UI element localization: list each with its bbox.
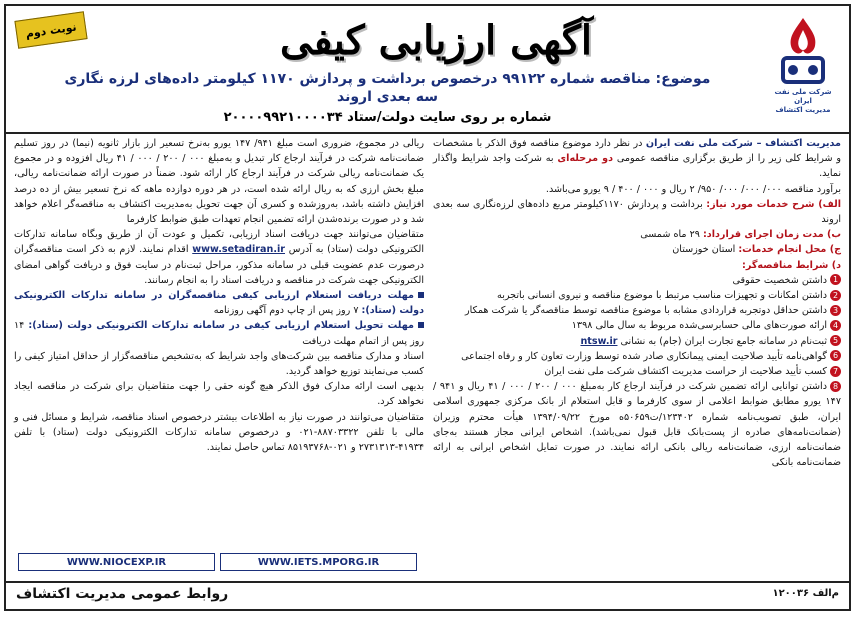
number-2-icon: 2	[830, 290, 841, 301]
condition-1-text: داشتن شخصیت حقوقی	[732, 274, 827, 286]
condition-3	[433, 303, 841, 318]
condition-5	[433, 334, 841, 349]
intro-paragraph	[433, 136, 841, 182]
nioc-logo	[765, 14, 841, 120]
setad-paragraph-text-a: متقاضیان می‌توانند جهت دریافت اسناد ارزیابی، تکمیل و عودت آن از طریق وبگاه سامانه تدارکات الکترونیکی دولت (ستاد) به آدرس	[14, 229, 424, 256]
deadline-2	[14, 318, 424, 348]
left-column	[14, 136, 424, 579]
condition-2-text: داشتن امکانات و تجهیزات مناسب مرتبط با موضوع مناقصه و نیروی انسانی باتجربه	[497, 290, 827, 302]
tender-advertisement	[4, 4, 851, 611]
intro-bold: مدیریت اکتشاف – شرکت ملی نفت ایران	[645, 138, 841, 149]
ad-code: م‌الف ۱۲۰۰۳۶	[772, 588, 839, 599]
intro-text2: به شرکت واجد شرایط واگذار نماید.	[433, 153, 841, 180]
iets-url[interactable]: WWW.IETS.MPORG.IR	[220, 553, 417, 571]
condition-7-text: کسب تأیید صلاحیت از حراست مدیریت اکتشاف شرکت ملی نفت ایران	[544, 366, 827, 378]
number-4-icon: 4	[830, 320, 841, 331]
guarantee-paragraph: ریالی در مجموع، ضروری است مبلغ ۹۴۱/ ۱۴۷ یورو به‌نرخ تسعیر ارز بازار ثانویه (نیما) در روز تسلیم ضمانت‌نامه شرکت در فرآیند ارجاع کار تبدیل و به‌مبلغ ۰۰۰ / ۲۰۰ / ۰۰۰ / ۴۱ ریال افزوده و در مجموع یک ضمانت‌نامه ریالی شرکت در فرآیند ارجاع کار ارائه شود. ضمناً در صورت ارائه ضمانت‌نامه ریالی، مبلغ بخش ارزی که به ریال ارائه شده است، در هر دوره دوازده ماهه که نرخ تسعیر بیش از ده درصد افزایش داشته باشد، به‌روزشده و کسری آن جهت تحویل به‌مدیریت اکتشاف به مناقصه‌گر اعلام خواهد شد و در صورت برنده‌شدن ارائه تضمین انجام تعهدات طبق ضوابط کارفرما	[14, 138, 424, 226]
bullet-square-icon	[418, 322, 424, 328]
deadline-2-label: مهلت تحویل استعلام ارزیابی کیفی در سامانه تدارکات الکترونیکی دولت (ستاد):	[28, 320, 414, 332]
item-b	[433, 227, 841, 242]
number-6-icon: 6	[830, 350, 841, 361]
number-8-icon: 8	[830, 381, 841, 392]
item-a-text: برداشت و پردازش ۱۱۷۰کیلومتر مربع داده‌های لرزه‌نگاری سه بعدی اروند	[433, 198, 841, 226]
no-right-paragraph: بدیهی است ارائه مدارک فوق الذکر هیچ گونه حقی را جهت متقاضیان برای شرکت در مناقصه ایجاد نخواهد کرد.	[14, 381, 424, 408]
public-relations-signature: روابط عمومی مدیریت اکتشاف	[16, 586, 229, 602]
item-c-text: استان خوزستان	[672, 244, 739, 256]
deadline-1	[14, 288, 424, 318]
footer	[6, 581, 849, 609]
deadline-1-text: ۷ روز پس از چاپ دوم آگهی روزنامه	[213, 305, 362, 317]
setad-paragraph-text-b: اقدام نمایند. لازم به ذکر است مناقصه‌گران درصورت عدم عضویت قبلی در سامانه مذکور، مراحل ثبت‌نام در سایت فوق و دریافت گواهی امضای الکترونیکی جهت شرکت در مناقصه و دریافت اسناد را به انجام رسانند.	[14, 244, 424, 286]
bullet-square-icon	[418, 292, 424, 298]
item-c	[433, 242, 841, 257]
distribution-paragraph: اسناد و مدارک مناقصه بین شرکت‌های واجد شرایط که به‌تشخیص مناقصه‌گزار از حداقل امتیاز کیفی را کسب می‌نمایند توزیع خواهد گردید.	[14, 350, 424, 378]
subject-line1: موضوع: مناقصه شماره ۹۹۱۲۲ درخصوص برداشت و پردازش ۱۱۷۰ کیلومتر داده‌های لرزه نگاری	[64, 71, 711, 87]
subject	[26, 70, 749, 106]
logo-text-line1: شرکت ملی نفت ایران	[774, 88, 832, 105]
setad-paragraph	[14, 227, 424, 288]
item-d	[433, 258, 841, 273]
deadline-2-text: ۱۴ روز پس از اتمام مهلت دریافت	[14, 320, 424, 347]
condition-6-text: گواهی‌نامه تأیید صلاحیت ایمنی پیمانکاری صادر شده توسط وزارت تعاون کار و رفاه اجتماعی	[461, 350, 827, 362]
condition-5-text: ثبت‌نام در سامانه جامع تجارت ایران (جام) به نشانی	[617, 335, 827, 347]
condition-4-text: ارائه صورت‌های مالی حسابرسی‌شده مربوط به سال مالی ۱۳۹۸	[571, 320, 827, 332]
setad-number: شماره بر روی سایت دولت/ستاد ۲۰۰۰۰۹۹۲۱۰۰۰۰۳۴	[223, 110, 552, 125]
item-d-label: د) شرایط مناقصه‌گر:	[742, 259, 841, 271]
condition-1	[433, 273, 841, 288]
subject-line2: سه بعدی اروند	[337, 89, 438, 105]
condition-8-text: داشتن توانایی ارائه تضمین شرکت در فرآیند ارجاع کار به‌مبلغ ۰۰۰ / ۲۰۰ / ۰۰۰ / ۴۱ ریال و ۹۴۱ / ۱۴۷ یورو مطابق ضوابط اعلامی از سوی کارفرما و قابل استعلام از بانک مرکزی جمهوری اسلامی ایران، طبق تصویب‌نامه شماره ۱۲۳۴۰۲/ت۵۰۶۵۹ه مورخ ۱۳۹۴/۰۹/۲۲ هیأت محترم وزیران (ضمانت‌نامه‌های صادره از پست‌بانک قابل قبول نمی‌باشد). اشخاص ایرانی مجاز هستند به‌جای ضمانت‌نامه ارزی، ضمانت‌نامه ریالی بانکی ارائه نمایند. در صورت تمایل اشخاص ایرانی به ارائه ضمانت‌نامه بانکی	[433, 381, 841, 469]
item-b-label: ب) مدت زمان اجرای قرارداد:	[702, 229, 841, 241]
contact-paragraph: متقاضیان می‌توانند در صورت نیاز به اطلاعات بیشتر درخصوص اسناد مناقصه، شرایط و مسائل فنی و مالی با تلفن ۸۸۷۰۳۳۲۲-۰۲۱ و درخصوص سامانه تدارکات الکترونیکی دولت (ستاد) با تلفن ۴۱۹۳۴-۲۷۳۱۳۱۳ و ۰۲۱-۸۵۱۹۳۷۶۸ تماس حاصل نمایند.	[14, 411, 424, 454]
condition-7	[433, 364, 841, 379]
intro-text: در نظر دارد موضوع مناقصه فوق الذکر با مشخصات و شرایط کلی زیر را از طریق برگزاری مناقصه عمومی	[433, 138, 841, 165]
number-7-icon: 7	[830, 366, 841, 377]
item-a	[433, 197, 841, 227]
item-c-label: ج) محل انجام خدمات:	[738, 244, 841, 256]
item-b-text: ۲۹ ماه شمسی	[640, 229, 703, 241]
ntsw-link[interactable]: ntsw.ir	[580, 335, 618, 347]
flame-logo-icon	[773, 14, 833, 88]
title-banner	[156, 14, 716, 66]
logo-text-line2: مدیریت اکتشاف	[775, 106, 831, 114]
turn-badge: نوبت دوم	[14, 11, 87, 48]
condition-3-text: داشتن حداقل دوتجربه قراردادی مشابه با موضوع مناقصه توسط مناقصه‌گر یا شرکت همکار	[465, 305, 827, 317]
page-title: آگهی ارزیابی کیفی	[280, 16, 593, 64]
deadline-1-label: مهلت دریافت استعلام ارزیابی کیفی مناقصه‌گران در سامانه تدارکات الکترونیکی دولت (ستاد):	[14, 290, 424, 317]
condition-8	[433, 379, 841, 470]
intro-red: دو مرحله‌ای	[557, 153, 614, 165]
niocexp-url[interactable]: WWW.NIOCEXP.IR	[18, 553, 215, 571]
header	[6, 6, 849, 134]
number-1-icon: 1	[830, 274, 841, 285]
estimate: برآورد مناقصه ۰۰۰/ ۰۰۰/ ۰۰۰/ ۹۵۰/ ۲ ریال و ۰۰۰ / ۴۰۰ / ۹ یورو می‌باشد.	[545, 183, 841, 195]
condition-2	[433, 288, 841, 303]
setadiran-link[interactable]: www.setadiran.ir	[192, 244, 285, 256]
number-3-icon: 3	[830, 305, 841, 316]
item-a-label: الف) شرح خدمات مورد نیاز:	[706, 198, 841, 210]
right-column	[433, 136, 841, 579]
condition-6	[433, 349, 841, 364]
number-5-icon: 5	[830, 335, 841, 346]
condition-4	[433, 318, 841, 333]
